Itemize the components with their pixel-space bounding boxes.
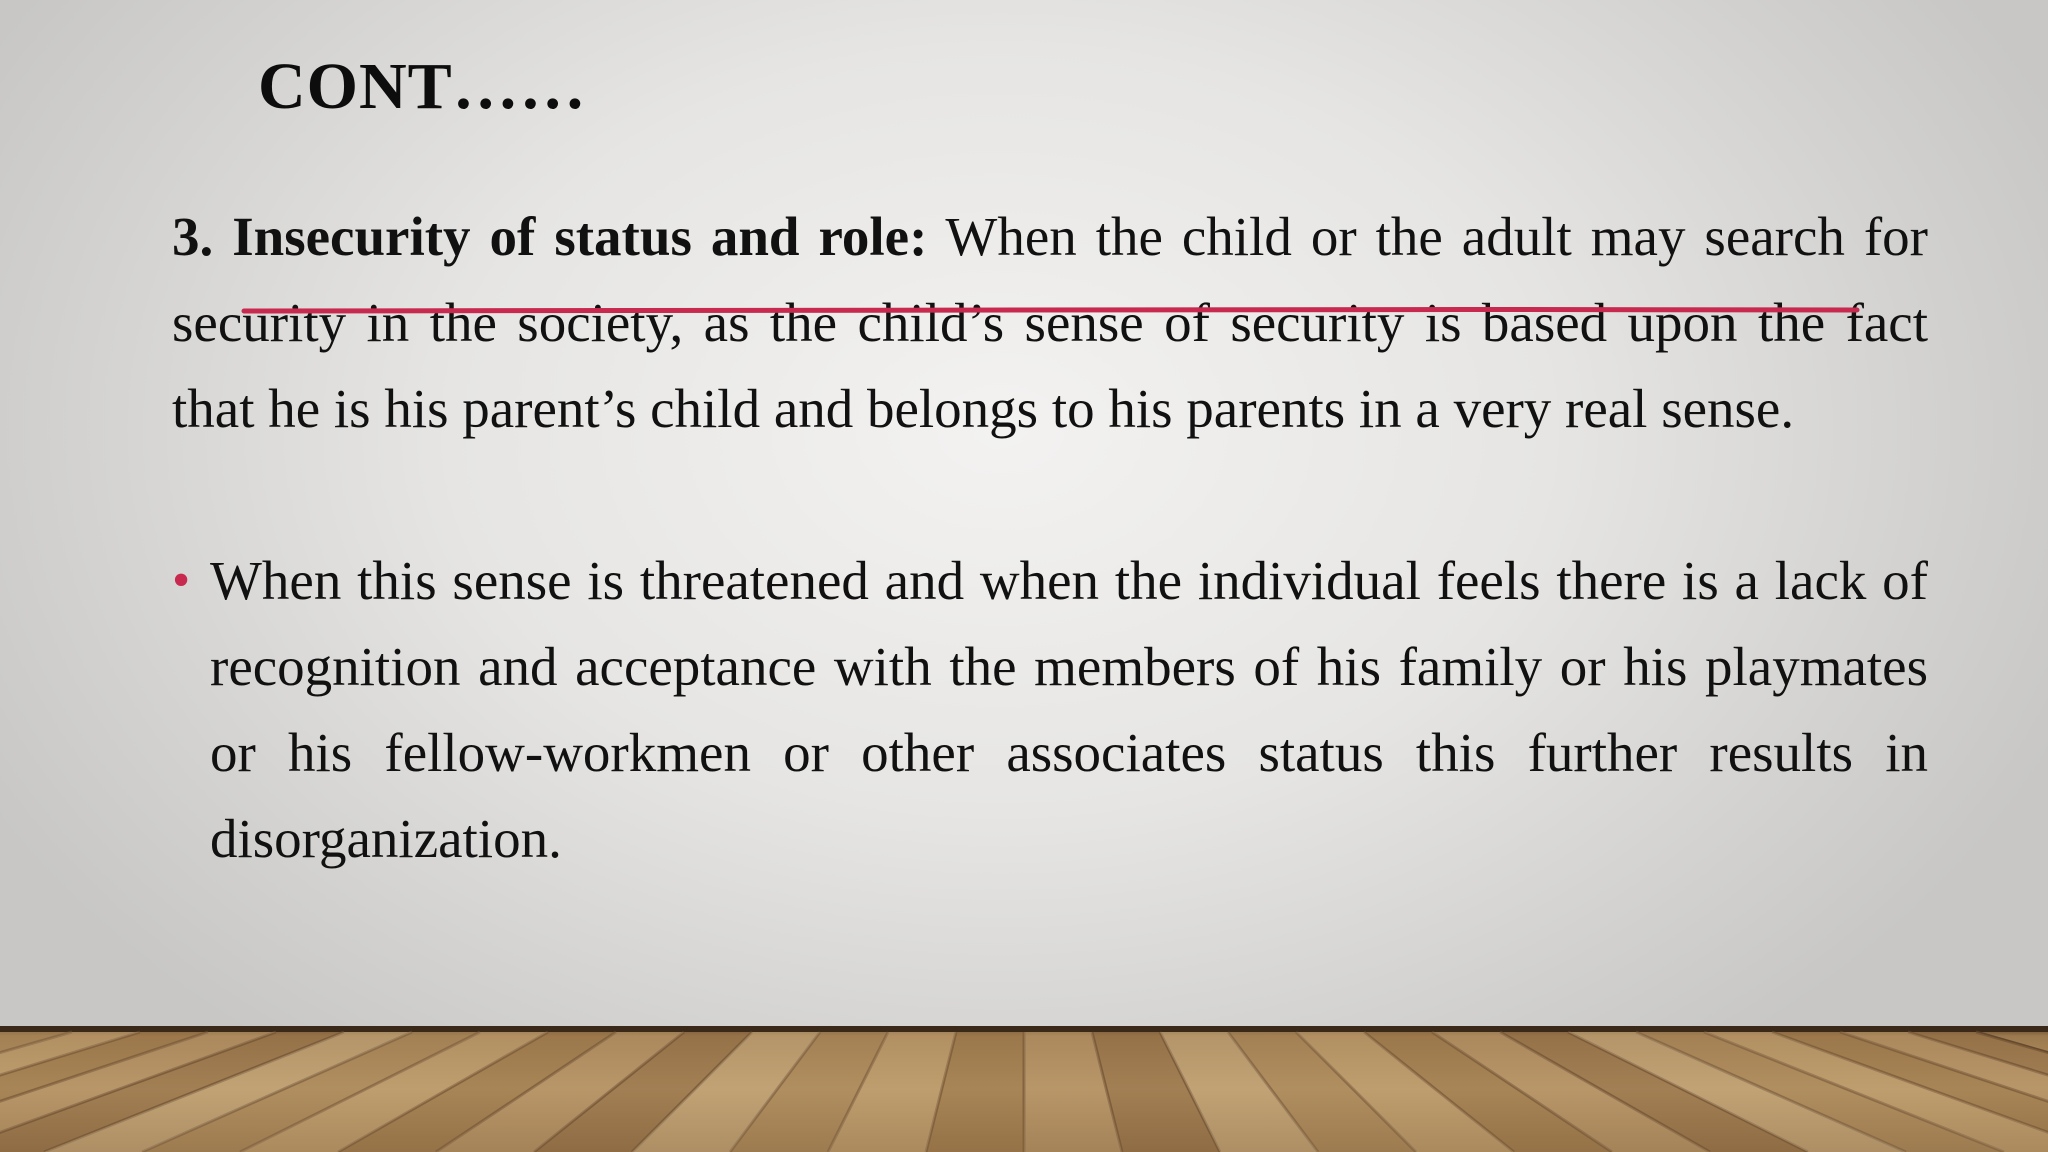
slide-title: CONT…… xyxy=(258,50,587,123)
bullet-item: When this sense is threatened and when the individual feels there is a lack of recognition and acceptance with the members of his family or his playmates or his fellow-workmen or other associates status this further results in disorganization. xyxy=(210,550,1928,869)
bullet-list xyxy=(172,538,1928,882)
paragraph-heading: 3. Insecurity of status and role: xyxy=(172,206,928,267)
wooden-floor xyxy=(0,1026,2048,1152)
paragraph-body: When the child or the adult may search for security in the society, as the child’s sense of security is based upon the fact that he is his parent’s child and belongs to his parents in a very real sense. xyxy=(172,206,1928,439)
paragraph-status-and-role xyxy=(172,194,1928,452)
bullet-icon: • xyxy=(172,552,191,609)
